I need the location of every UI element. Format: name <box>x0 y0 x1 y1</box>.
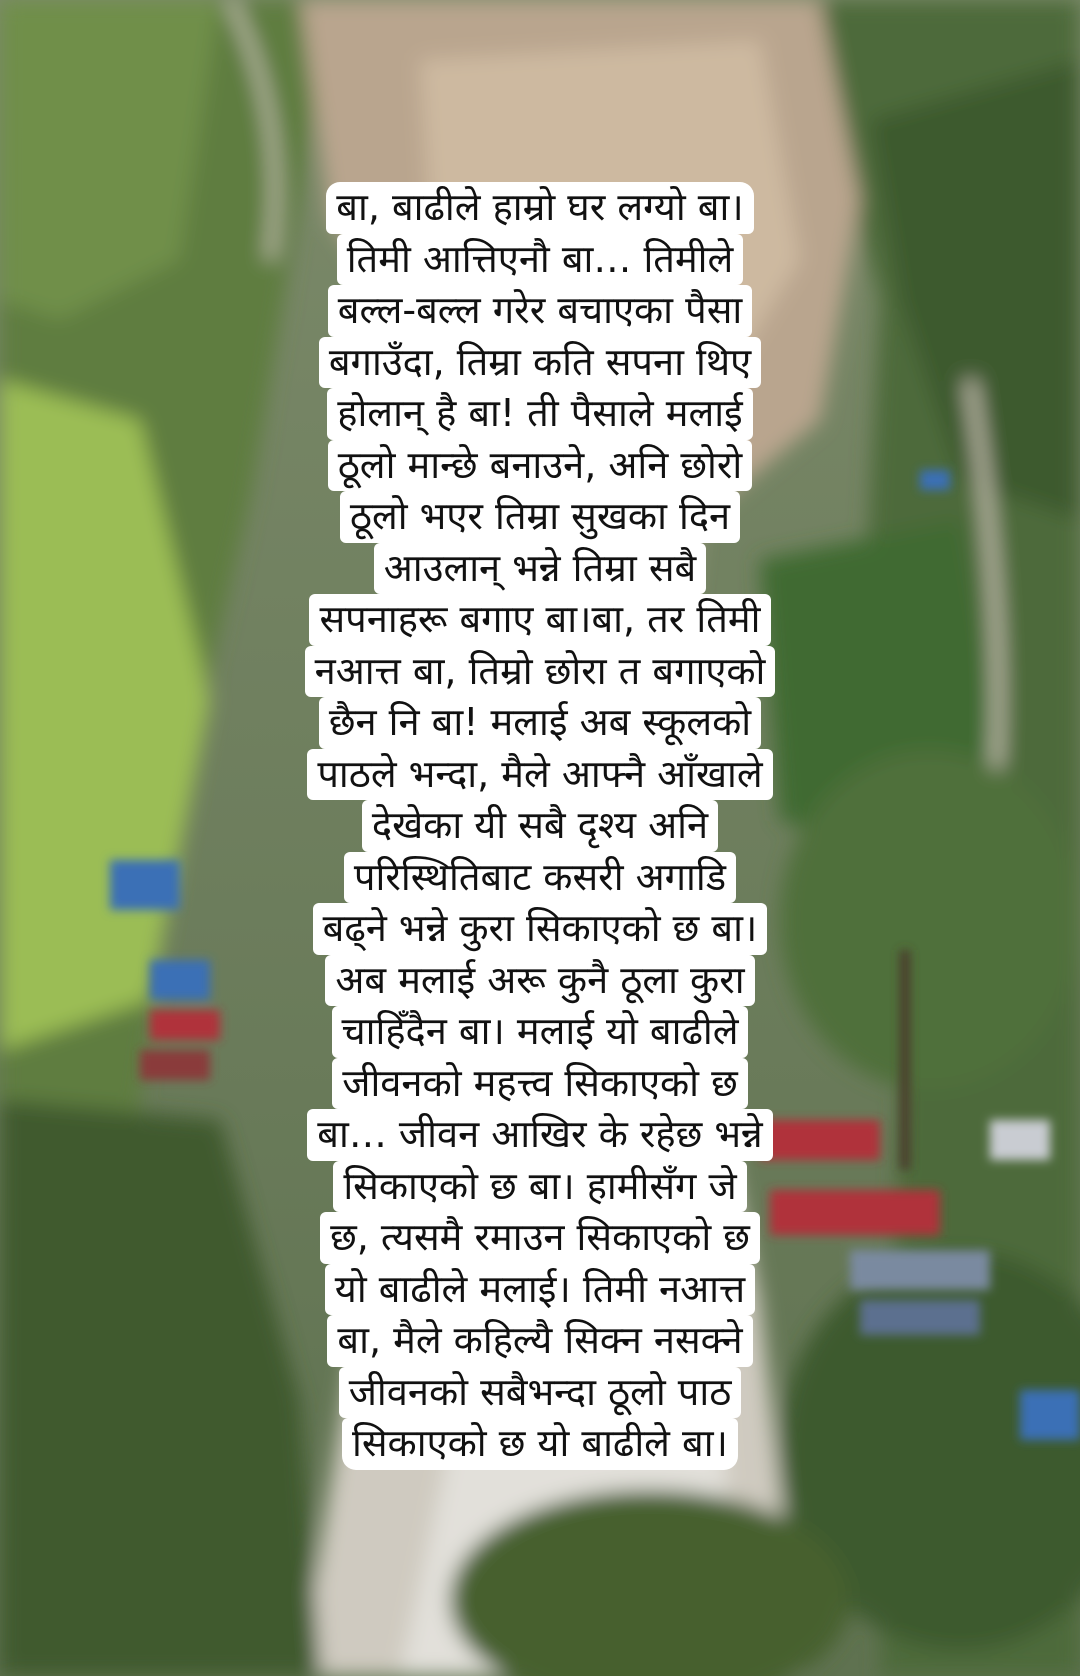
caption-line: नआत्त बा, तिम्रो छोरा त बगाएको <box>305 646 776 698</box>
caption-line: बल्ल-बल्ल गरेर बचाएका पैसा <box>328 285 752 337</box>
caption-line: ठूलो भएर तिम्रा सुखका दिन <box>340 491 740 543</box>
caption-line: बढ्ने भन्ने कुरा सिकाएको छ बा। <box>313 903 768 955</box>
caption-line: ठूलो मान्छे बनाउने, अनि छोरो <box>328 440 753 492</box>
caption-line: होलान् है बा! ती पैसाले मलाई <box>327 388 752 440</box>
caption-line: परिस्थितिबाट कसरी अगाडि <box>344 852 736 904</box>
caption-line: चाहिँदैन बा। मलाई यो बाढीले <box>332 1006 749 1058</box>
caption-line: बा, बाढीले हाम्रो घर लग्यो बा। <box>326 182 753 234</box>
story-caption <box>0 182 1080 1470</box>
caption-line: जीवनको सबैभन्दा ठूलो पाठ <box>339 1367 742 1419</box>
caption-line: छ, त्यसमै रमाउन सिकाएको छ <box>320 1212 760 1264</box>
caption-line: तिमी आत्तिएनौ बा… तिमीले <box>337 234 744 286</box>
caption-line: बा… जीवन आखिर के रहेछ भन्ने <box>307 1109 772 1161</box>
caption-line: अब मलाई अरू कुनै ठूला कुरा <box>325 955 754 1007</box>
caption-line: पाठले भन्दा, मैले आफ्नै आँखाले <box>307 749 772 801</box>
caption-line: छैन नि बा! मलाई अब स्कूलको <box>319 697 761 749</box>
caption-line: बगाउँदा, तिम्रा कति सपना थिए <box>319 337 761 389</box>
caption-line: देखेका यी सबै दृश्य अनि <box>362 800 718 852</box>
caption-line: जीवनको महत्त्व सिकाएको छ <box>332 1058 747 1110</box>
caption-line: बा, मैले कहिल्यै सिक्न नसक्ने <box>327 1315 752 1367</box>
caption-line: सपनाहरू बगाए बा।बा, तर तिमी <box>309 594 770 646</box>
caption-line: सिकाएको छ यो बाढीले बा। <box>342 1418 738 1470</box>
caption-line: आउलान् भन्ने तिम्रा सबै <box>374 543 706 595</box>
caption-line: यो बाढीले मलाई। तिमी नआत्त <box>325 1264 755 1316</box>
caption-line: सिकाएको छ बा। हामीसँग जे <box>333 1161 746 1213</box>
